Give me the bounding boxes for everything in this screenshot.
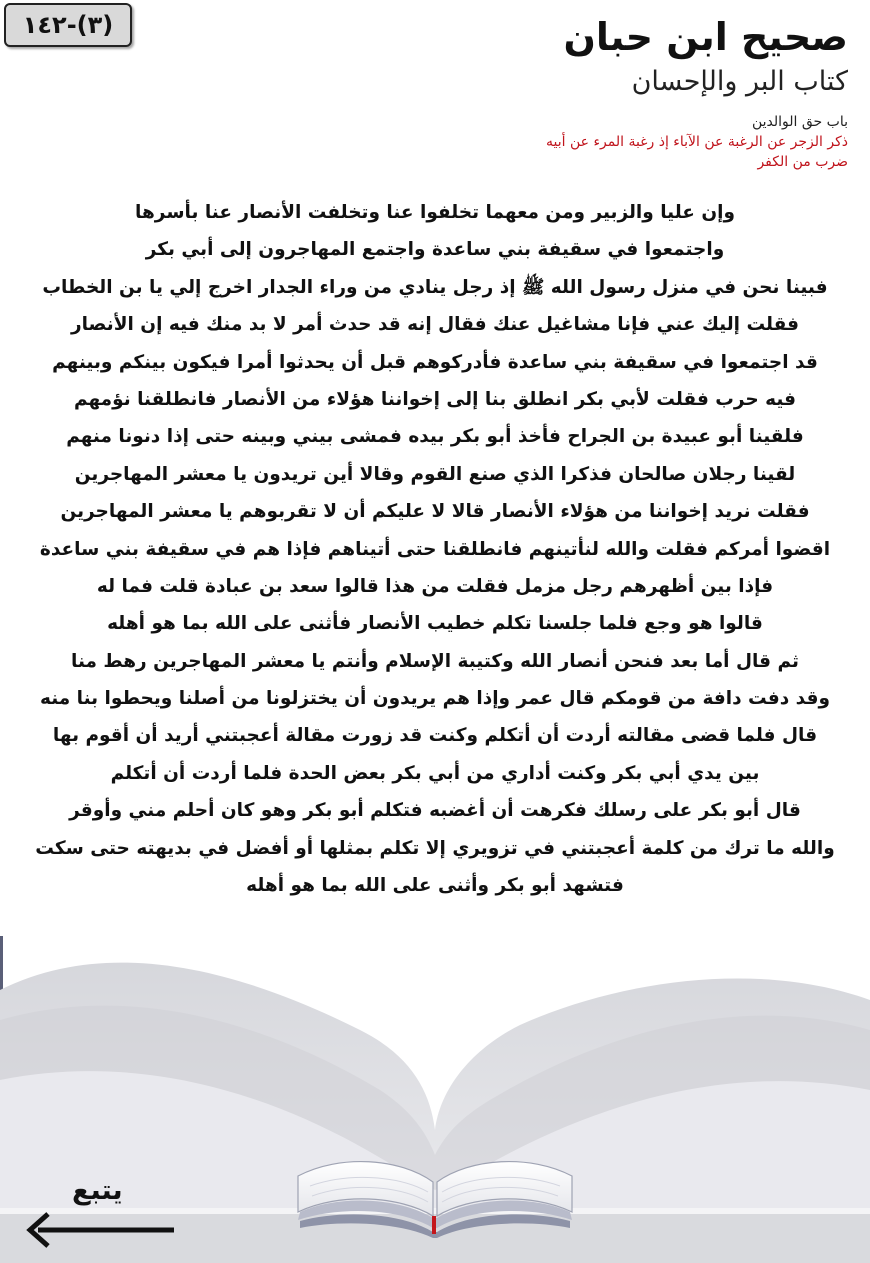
book-title: صحيح ابن حبان [563,15,848,59]
page-header [288,10,848,172]
text-line: اقضوا أمركم فقلت والله لنأتينهم فانطلقنا حتى أتيناهم فإذا هم في سقيفة بني ساعدة [39,538,831,560]
text-line: وقد دفت دافة من قومكم قال عمر وإذا هم يريدون أن يختزلونا من أصلنا ويحطوا بنا منه [40,688,830,710]
text-line: فقلت نريد إخواننا من هؤلاء الأنصار قالا لا عليكم أن لا تقربوهم يا معشر المهاجرين [60,501,810,523]
page-number-badge: (٣)-١٤٢ [4,3,132,47]
text-line: فتشهد أبو بكر وأثنى على الله بما هو أهله [246,875,624,897]
text-line: واجتمعوا في سقيفة بني ساعدة واجتمع المهاجرون إلى أبي بكر [145,239,725,261]
section-title-line-2: ضرب من الكفر [757,154,848,170]
text-line: فيه حرب فقلت لأبي بكر انطلق بنا إلى إخواننا هؤلاء من الأنصار فانطلقنا نؤمهم [73,388,797,410]
book-subtitle: كتاب البر والإحسان [631,66,848,97]
text-line: فقلت إليك عني فإنا مشاغيل عنك فقال إنه قد حدث أمر لا بد منك فيه إن الأنصار [70,314,800,336]
text-line: لقينا رجلان صالحان فذكرا الذي صنع القوم وقالا أين تريدون يا معشر المهاجرين [74,463,796,485]
text-line: وإن عليا والزبير ومن معهما تخلفوا عنا وتخلفت الأنصار عنا بأسرها [135,202,735,223]
text-line: قال أبو بكر على رسلك فكرهت أن أغضبه فتكلم أبو بكر وهو كان أحلم مني وأوقر [69,800,801,822]
continue-label: يتبع [72,1175,123,1206]
text-line: فإذا بين أظهرهم رجل مزمل فقلت من هذا قالوا سعد بن عبادة قلت فما له [96,575,774,597]
text-line: قد اجتمعوا في سقيفة بني ساعدة فأدركوهم قبل أن يحدثوا أمرا فيكون بينكم وبينهم [52,351,818,373]
text-line: والله ما ترك من كلمة أعجبتني في تزويري إلا تكلم بمثلها أو أفضل في بديهته حتى سكت [35,837,835,859]
text-line: بين يدي أبي بكر وكنت أداري من أبي بكر بعض الحدة فلما أردت أن أتكلم [110,762,760,784]
text-line: ثم قال أما بعد فنحن أنصار الله وكتيبة الإسلام وأنتم يا معشر المهاجرين رهط منا [71,650,799,672]
text-line: فلقينا أبو عبيدة بن الجراح فأخذ أبو بكر بيده فمشى بيني وبينه حتى إذا دنونا منهم [66,426,804,448]
section-title-line-1: ذكر الزجر عن الرغبة عن الآباء إذ رغبة المرء عن أبيه [546,134,848,150]
hadith-text [28,194,842,904]
left-arrow-icon [24,1210,176,1250]
text-line: قالوا هو وجع فلما جلسنا تكلم خطيب الأنصار فأثنى على الله بما هو أهله [107,613,763,635]
chapter-title: باب حق الوالدين [751,114,848,130]
text-line: قال فلما قضى مقالته أردت أن أتكلم وكنت قد زورت مقالة أعجبتني أريد أن أقوم بها [52,725,818,747]
text-line: فبينا نحن في منزل رسول الله ﷺ إذ رجل ينادي من وراء الجدار اخرج إلي يا بن الخطاب [42,276,828,298]
